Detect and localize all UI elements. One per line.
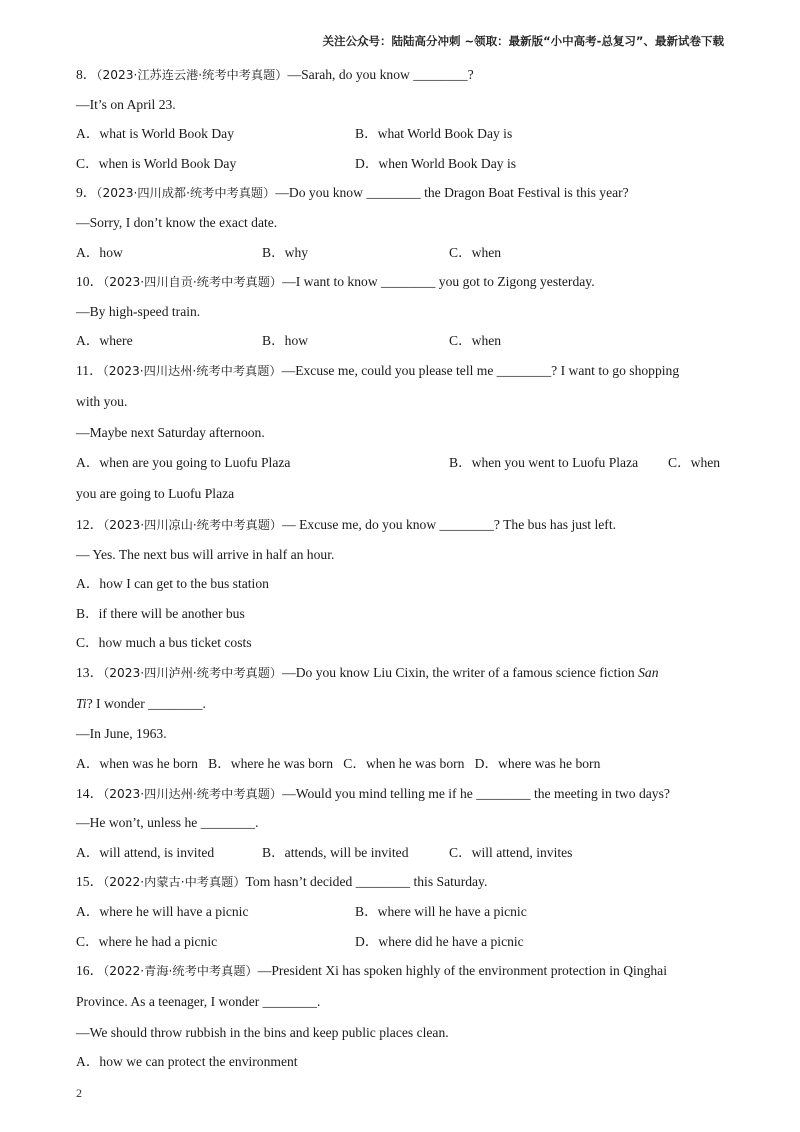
question-14-options: [76, 838, 726, 868]
page-number: 2: [76, 1086, 82, 1100]
option-a: A．where: [76, 333, 133, 349]
question-list: [76, 60, 726, 1077]
option-b: B．what World Book Day is: [355, 126, 513, 142]
question-15-stem: 15．（2022·内蒙古·中考真题）Tom hasn’t decided ________ this Saturday.: [76, 874, 488, 890]
option-c: C．when: [668, 455, 721, 471]
option-a: A．what is World Book Day: [76, 126, 234, 142]
question-10-reply: —By high-speed train.: [76, 303, 201, 319]
option-d: D．where did he have a picnic: [355, 933, 524, 949]
option-a: A．when are you going to Luofu Plaza: [76, 455, 291, 471]
question-source: （2022·内蒙古·中考真题）: [103, 875, 246, 890]
question-source: （2023·四川自贡·统考中考真题）: [103, 275, 283, 290]
question-14-stem: 14．（2023·四川达州·统考中考真题）—Would you mind telling me if he ________ the meeting in two days?: [76, 785, 670, 801]
book-title-cont: Ti: [76, 695, 87, 711]
question-source: （2023·四川成都·统考中考真题）: [96, 186, 276, 201]
question-11-stem: 11．（2023·四川达州·统考中考真题）—Excuse me, could you please tell me ________? I want to go shopping: [76, 362, 680, 378]
question-8-reply: —It’s on April 23.: [76, 96, 176, 112]
option-b: B．where will he have a picnic: [355, 904, 527, 920]
question-13-stem: 13．（2023·四川泸州·统考中考真题）—Do you know Liu Cixin, the writer of a famous science fiction San: [76, 664, 659, 680]
question-8-options-cd: [76, 149, 726, 179]
option-c: C．when is World Book Day: [76, 155, 237, 171]
question-12-reply: — Yes. The next bus will arrive in half an hour.: [76, 546, 335, 562]
option-c: C．how much a bus ticket costs: [76, 635, 252, 651]
question-source: （2022·青海·统考中考真题）: [103, 964, 258, 979]
question-16-stem: 16．（2022·青海·统考中考真题）—President Xi has spoken highly of the environment protection in Qinghai: [76, 963, 667, 979]
question-source: （2023·江苏连云港·统考中考真题）: [96, 68, 288, 82]
question-source: （2023·四川凉山·统考中考真题）: [103, 517, 283, 532]
question-16-reply: —We should throw rubbish in the bins and keep public places clean.: [76, 1024, 449, 1040]
question-10-options: [76, 326, 726, 356]
question-15-options-ab: [76, 897, 726, 927]
option-b: B．attends, will be invited: [262, 844, 409, 860]
option-c: C．when: [449, 333, 502, 349]
page-header: 关注公众号：陆陆高分冲刺 ~领取：最新版“小中高考-总复习”、最新试卷下载: [322, 34, 724, 48]
option-b: B．when you went to Luofu Plaza: [449, 455, 639, 471]
question-13-reply: —In June, 1963.: [76, 726, 167, 742]
question-11-reply: —Maybe next Saturday afternoon.: [76, 424, 265, 440]
question-8-stem: 8．（2023·江苏连云港·统考中考真题）—Sarah, do you know ________?: [76, 67, 474, 82]
question-9-options: [76, 238, 726, 268]
question-9-stem: 9．（2023·四川成都·统考中考真题）—Do you know ________ the Dragon Boat Festival is this year?: [76, 185, 629, 201]
question-15-options-cd: [76, 927, 726, 957]
question-9-reply: —Sorry, I don’t know the exact date.: [76, 214, 278, 230]
question-source: （2023·四川泸州·统考中考真题）: [103, 665, 283, 680]
option-a: A．how: [76, 244, 123, 260]
option-a: A．where he will have a picnic: [76, 904, 249, 920]
question-16-stem-cont: Province. As a teenager, I wonder ________.: [76, 994, 321, 1010]
question-source: （2023·四川达州·统考中考真题）: [102, 363, 282, 378]
question-11-option-c-cont: you are going to Luofu Plaza: [76, 486, 235, 502]
option-a: A．will attend, is invited: [76, 844, 215, 860]
option-a: A．how I can get to the bus station: [76, 576, 269, 592]
question-11-stem-cont: with you.: [76, 393, 128, 409]
question-10-stem: 10．（2023·四川自贡·统考中考真题）—I want to know ________ you got to Zigong yesterday.: [76, 274, 595, 290]
option-a: A．how we can protect the environment: [76, 1054, 298, 1070]
question-12-stem: 12．（2023·四川凉山·统考中考真题）— Excuse me, do you know ________? The bus has just left.: [76, 516, 616, 532]
question-13-options: A．when was he born B．where he was born C．when he was born D．where was he born: [76, 756, 601, 772]
option-c: C．will attend, invites: [449, 844, 573, 860]
option-b: B．why: [262, 244, 309, 260]
option-b: B．how: [262, 333, 309, 349]
option-c: C．where he had a picnic: [76, 933, 218, 949]
question-11-options: [76, 448, 726, 479]
option-b: B．if there will be another bus: [76, 605, 245, 621]
question-source: （2023·四川达州·统考中考真题）: [103, 786, 283, 801]
question-13-stem-cont: Ti? I wonder ________.: [76, 695, 206, 711]
book-title: San: [638, 664, 659, 680]
option-d: D．when World Book Day is: [355, 155, 517, 171]
option-c: C．when: [449, 244, 502, 260]
question-8-options-ab: [76, 119, 726, 149]
question-14-reply: —He won’t, unless he ________.: [76, 815, 259, 831]
